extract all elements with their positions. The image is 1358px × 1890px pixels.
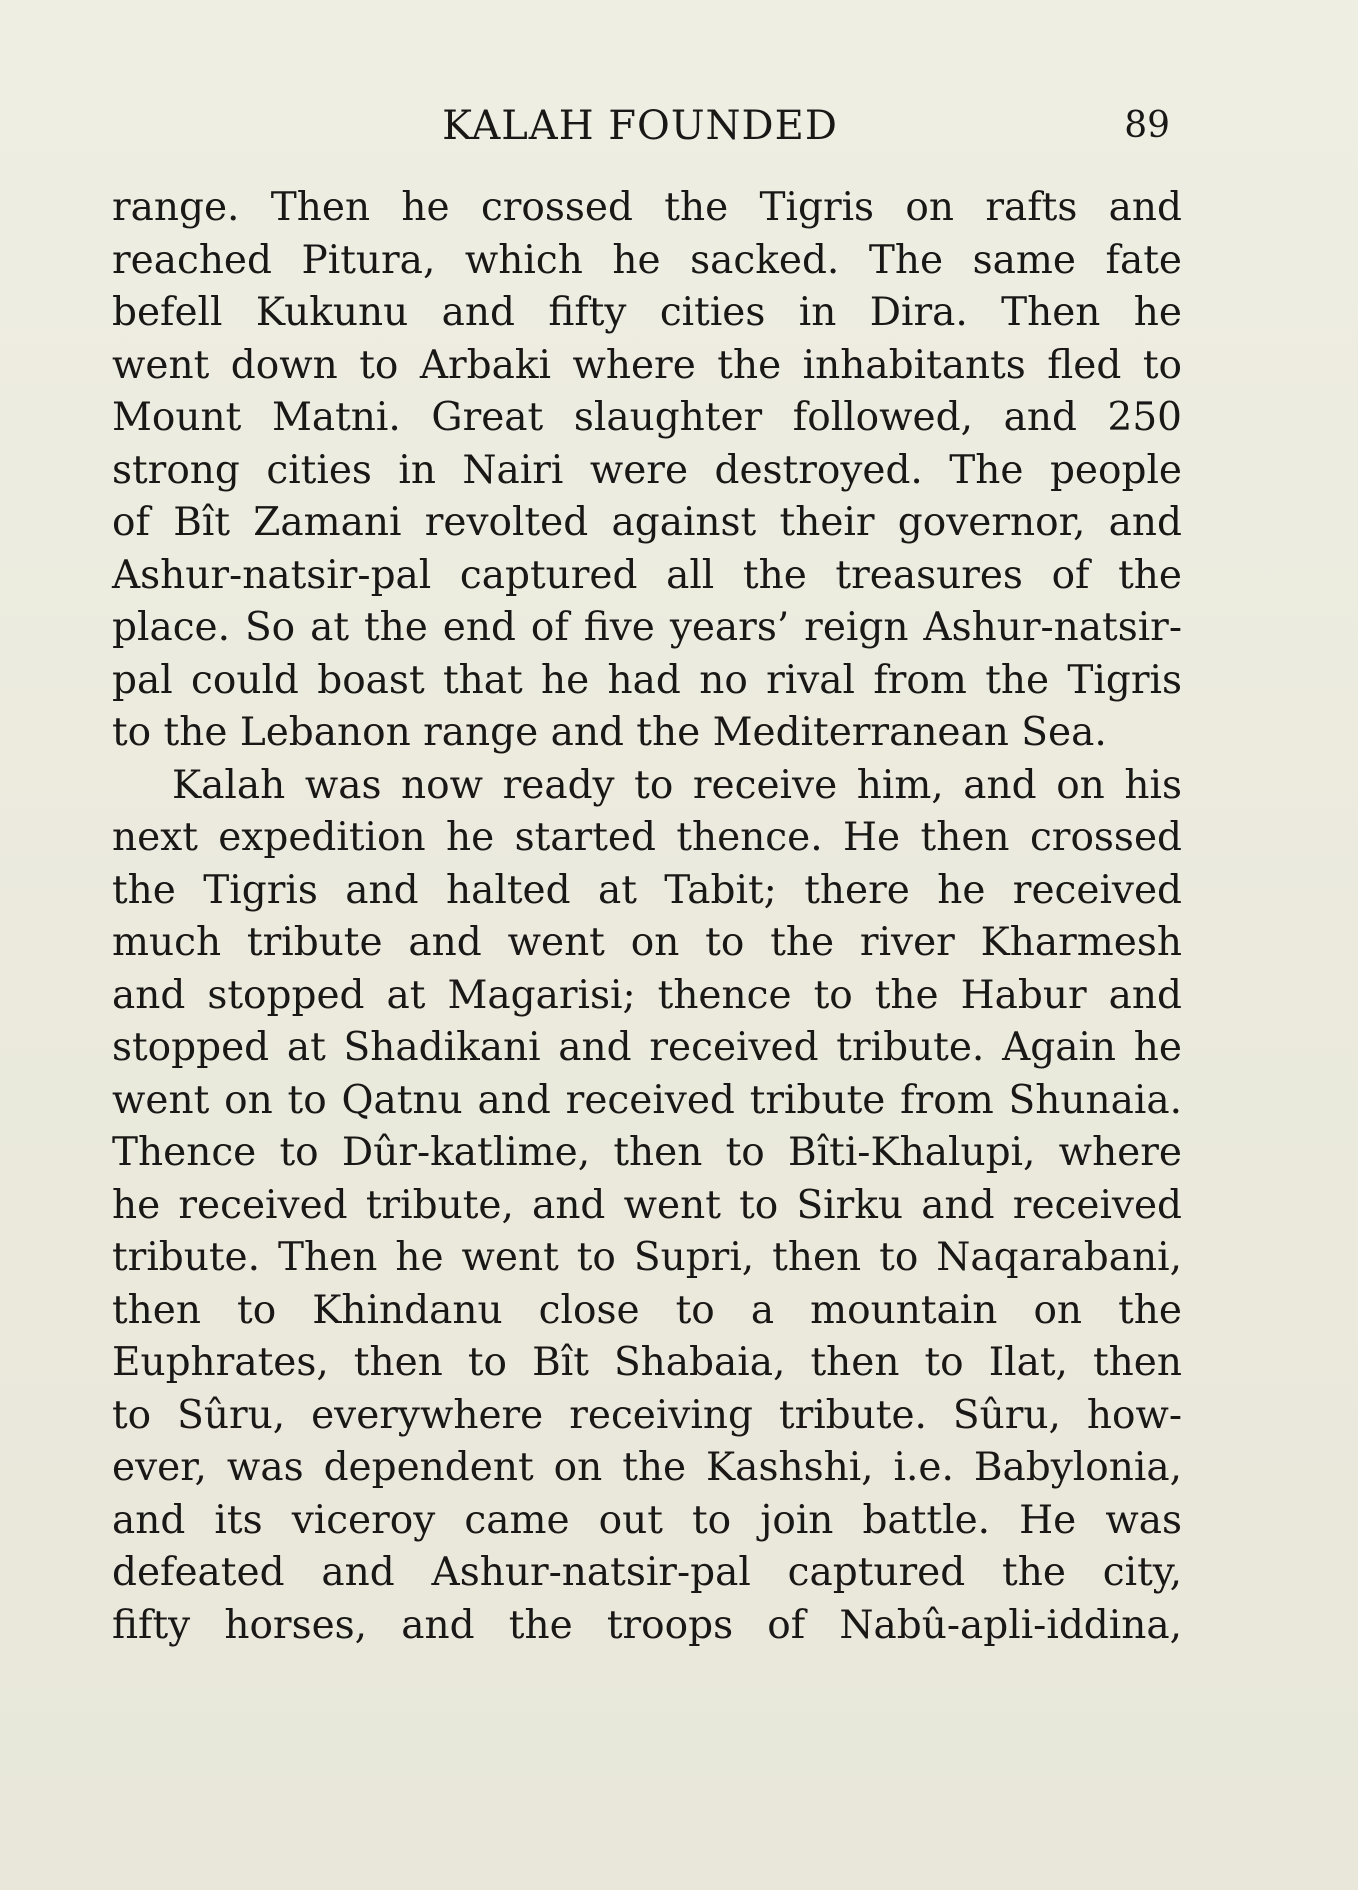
text-line: he received tribute, and went to Sirku and received	[112, 1182, 1182, 1228]
text-line: to the Lebanon range and the Mediterranean Sea.	[112, 710, 1107, 755]
page-number: 89	[1124, 105, 1170, 146]
text-line: reached Pitura, which he sacked. The same fate	[112, 237, 1182, 283]
text-line: Euphrates, then to Bît Shabaia, then to Ilat, then	[112, 1340, 1182, 1385]
text-line: went down to Arbaki where the inhabitants fled to	[112, 342, 1182, 388]
text-line: went on to Qatnu and received tribute from Shunaia.	[112, 1077, 1182, 1123]
paragraph	[112, 760, 1182, 1653]
text-line: and stopped at Magarisi; thence to the Habur and	[112, 972, 1182, 1018]
text-line: to Sûru, everywhere receiving tribute. Sûru, how-	[112, 1392, 1182, 1438]
page-header	[110, 96, 1170, 156]
text-line: befell Kukunu and fifty cities in Dira. Then he	[112, 290, 1182, 335]
text-line: pal could boast that he had no rival from the Tigris	[112, 657, 1182, 703]
text-line: range. Then he crossed the Tigris on rafts and	[112, 185, 1182, 230]
text-line: Mount Matni. Great slaughter followed, and 250	[112, 395, 1182, 440]
text-line: Thence to Dûr-katlime, then to Bîti-Khalupi, where	[112, 1130, 1182, 1175]
text-line: the Tigris and halted at Tabit; there he received	[112, 867, 1182, 913]
text-line: then to Khindanu close to a mountain on the	[112, 1287, 1182, 1333]
text-line: Ashur-natsir-pal captured all the treasures of the	[112, 552, 1182, 598]
text-line: of Bît Zamani revolted against their governor, and	[112, 500, 1182, 545]
text-line: tribute. Then he went to Supri, then to Naqarabani,	[112, 1235, 1182, 1280]
text-line: next expedition he started thence. He then crossed	[112, 815, 1182, 860]
text-line: stopped at Shadikani and received tribute. Again he	[112, 1025, 1182, 1070]
text-line: much tribute and went on to the river Kharmesh	[112, 920, 1182, 965]
text-line: defeated and Ashur-natsir-pal captured the city,	[112, 1550, 1182, 1595]
text-line: Kalah was now ready to receive him, and on his	[172, 762, 1182, 808]
text-line: strong cities in Nairi were destroyed. The people	[112, 447, 1182, 493]
text-line: and its viceroy came out to join battle. He was	[112, 1497, 1182, 1543]
running-title: KALAH FOUNDED	[442, 103, 838, 149]
body-text	[112, 182, 1182, 1652]
paragraph	[112, 182, 1182, 760]
text-line: fifty horses, and the troops of Nabû-apli-iddina,	[112, 1602, 1182, 1648]
text-line: place. So at the end of five years’ reign Ashur-natsir-	[112, 605, 1182, 650]
text-line: ever, was dependent on the Kashshi, i.e. Babylonia,	[112, 1445, 1182, 1490]
